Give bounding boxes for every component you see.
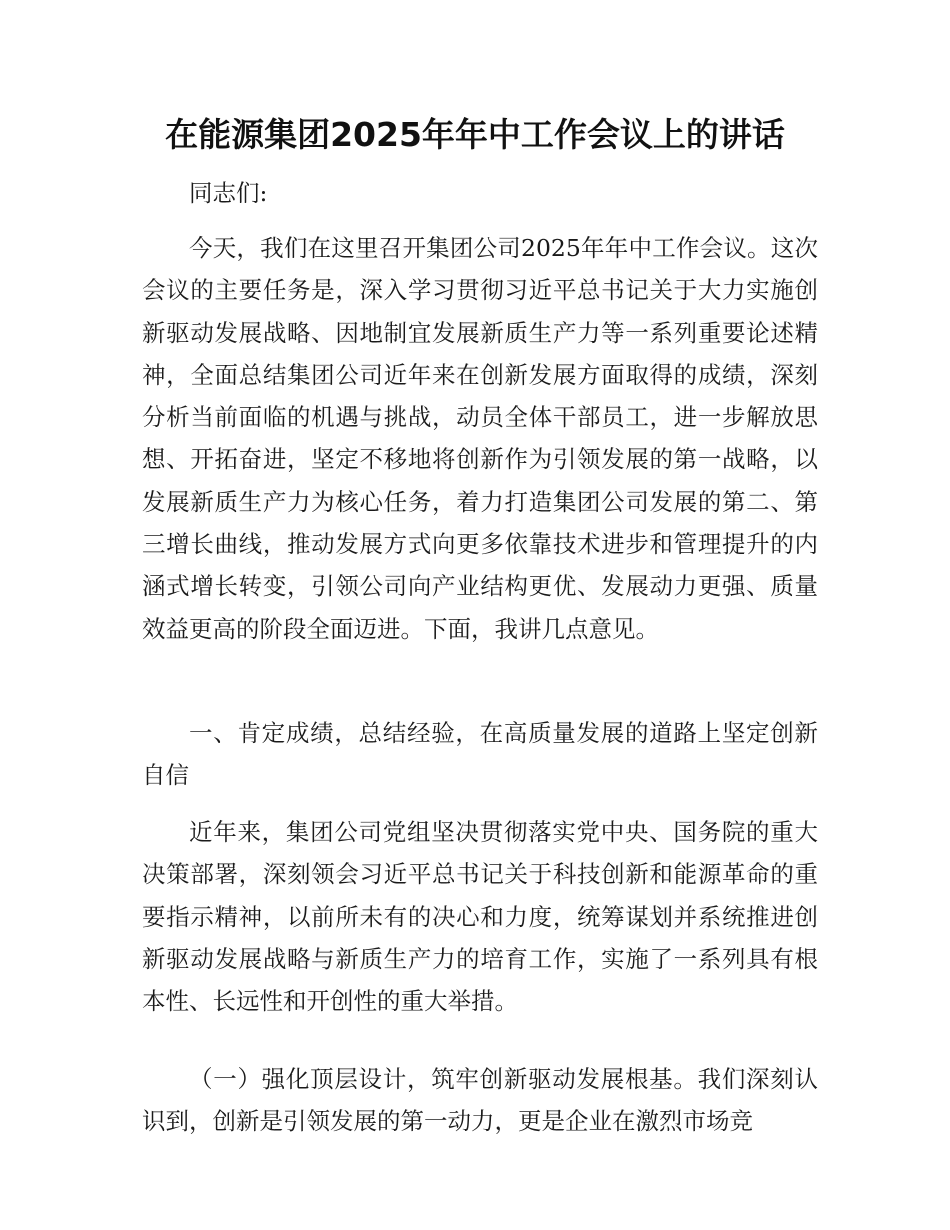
salutation: 同志们: (189, 179, 268, 207)
paragraph-intro: 今天，我们在这里召开集团公司2025年年中工作会议。这次会议的主要任务是，深入学习贯彻习近平总书记关于大力实施创新驱动发展战略、因地制宜发展新质生产力等一系列重要论述精神，全面总结集团公司近年来在创新发展方面取得的成绩，深刻分析当前面临的机遇与挑战，动员全体干部员工，进一步解放思想、开拓奋进，坚定不移地将创新作为引领发展的第一战略，以发展新质生产力为核心任务，着力打造集团公司发展的第二、第三增长曲线，推动发展方式向更多依靠技术进步和管理提升的内涵式增长转变，引领公司向产业结构更优、发展动力更强、质量效益更高的阶段全面迈进。下面，我讲几点意见。 (142, 234, 818, 643)
paragraph-block-4 (142, 1058, 818, 1143)
section-heading-1: 一、肯定成绩，总结经验，在高质量发展的道路上坚定创新自信 (142, 719, 818, 790)
paragraph-block-3 (142, 811, 818, 1022)
paragraph-block-1 (142, 227, 818, 650)
paragraph-block-2 (142, 712, 818, 797)
document-title: 在能源集团2025年年中工作会议上的讲话 (165, 115, 785, 154)
paragraph-achievements: 近年来，集团公司党组坚决贯彻落实党中央、国务院的重大决策部署，深刻领会习近平总书记关于科技创新和能源革命的重要指示精神，以前所未有的决心和力度，统筹谋划并系统推进创新驱动发展战略与新质生产力的培育工作，实施了一系列具有根本性、长远性和开创性的重大举措。 (142, 818, 818, 1016)
subsection-1: （一）强化顶层设计，筑牢创新驱动发展根基。我们深刻认识到，创新是引领发展的第一动力，更是企业在激烈市场竞 (142, 1065, 818, 1136)
